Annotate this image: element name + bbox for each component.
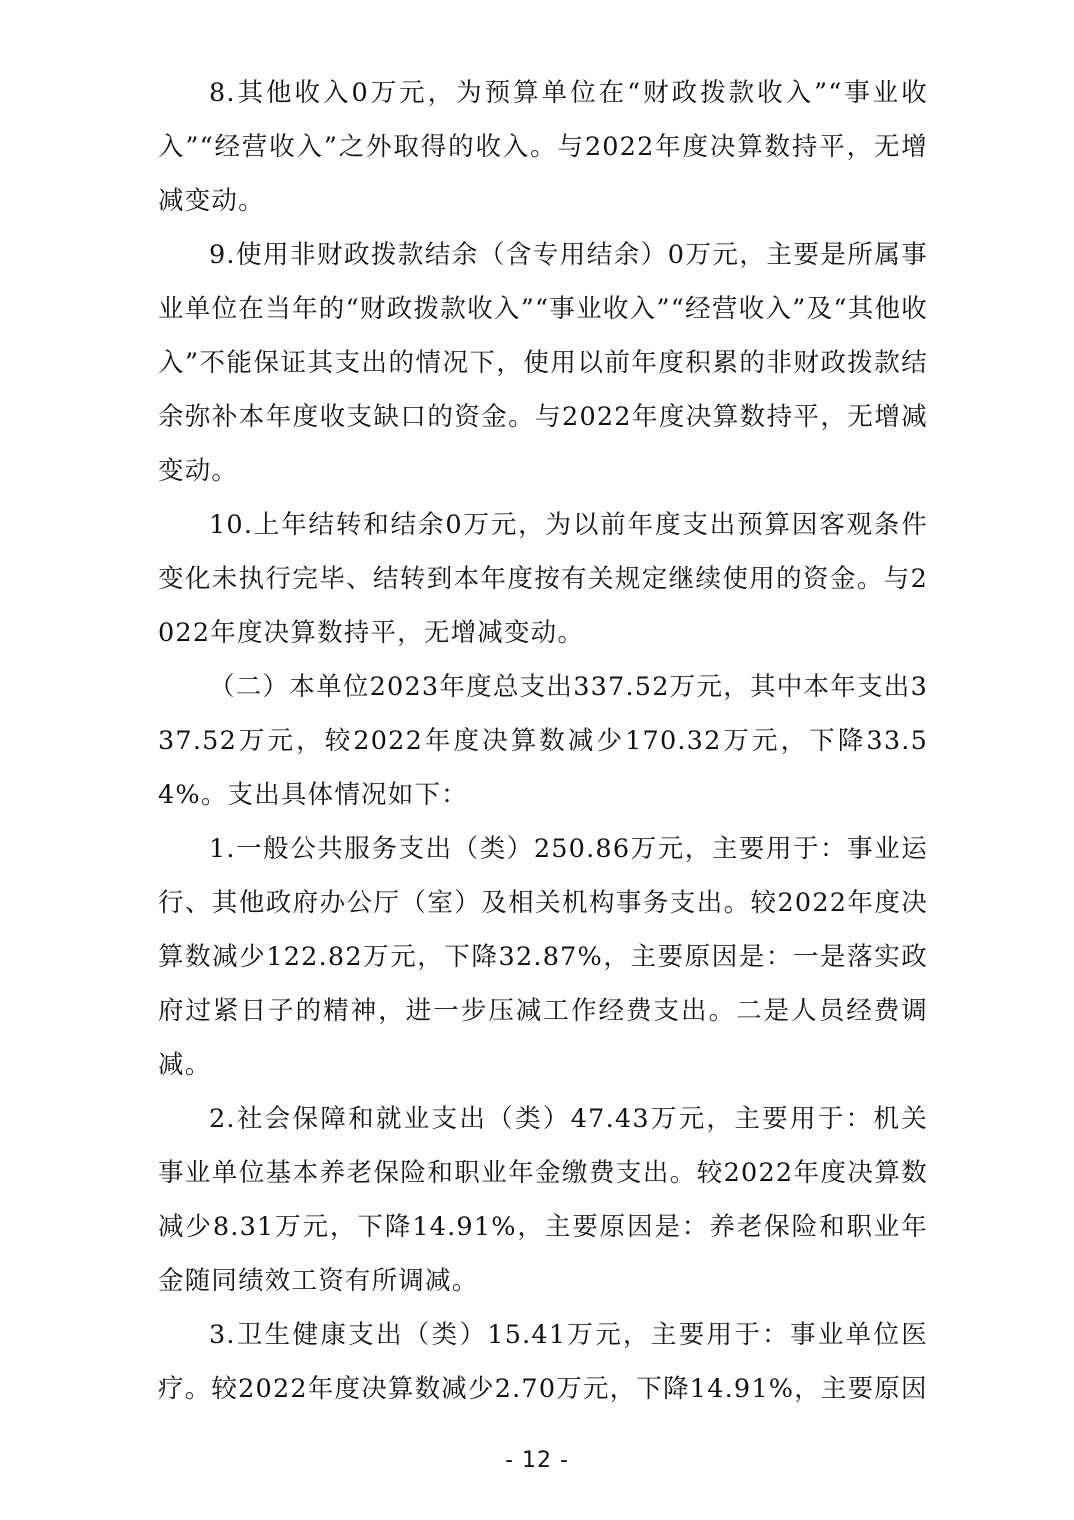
paragraph-social-security: 2.社会保障和就业支出（类）47.43万元，主要用于：机关事业单位基本养老保险和职业年金缴费支出。较2022年度决算数减少8.31万元，下降14.91%，主要原因是：养老保险和职业年金随同绩效工资有所调减。: [158, 1104, 928, 1296]
page-number: - 12 -: [505, 1448, 569, 1473]
paragraph-other-income: 8.其他收入0万元，为预算单位在“财政拨款收入”“事业收入”“经营收入”之外取得的收入。与2022年度决算数持平，无增减变动。: [158, 78, 928, 216]
paragraph-carryover: 10.上年结转和结余0万元，为以前年度支出预算因客观条件变化未执行完毕、结转到本年度按有关规定继续使用的资金。与2022年度决算数持平，无增减变动。: [158, 510, 928, 648]
paragraph-non-fiscal-surplus: 9.使用非财政拨款结余（含专用结余）0万元，主要是所属事业单位在当年的“财政拨款收入”“事业收入”“经营收入”及“其他收入”不能保证其支出的情况下，使用以前年度积累的非财政拨款结余弥补本年度收支缺口的资金。与2022年度决算数持平，无增减变动。: [158, 240, 928, 486]
body-text: [158, 66, 928, 1416]
paragraph-health: 3.卫生健康支出（类）15.41万元，主要用于：事业单位医疗。较2022年度决算数减少2.70万元，下降14.91%，主要原因: [158, 1320, 928, 1404]
paragraph-general-public-services: 1.一般公共服务支出（类）250.86万元，主要用于：事业运行、其他政府办公厅（室）及相关机构事务支出。较2022年度决算数减少122.82万元，下降32.87%，主要原因是：一是落实政府过紧日子的精神，进一步压减工作经费支出。二是人员经费调减。: [158, 834, 928, 1080]
paragraph-total-expenditure: （二）本单位2023年度总支出337.52万元，其中本年支出337.52万元，较2022年度决算数减少170.32万元，下降33.54%。支出具体情况如下：: [158, 672, 928, 810]
